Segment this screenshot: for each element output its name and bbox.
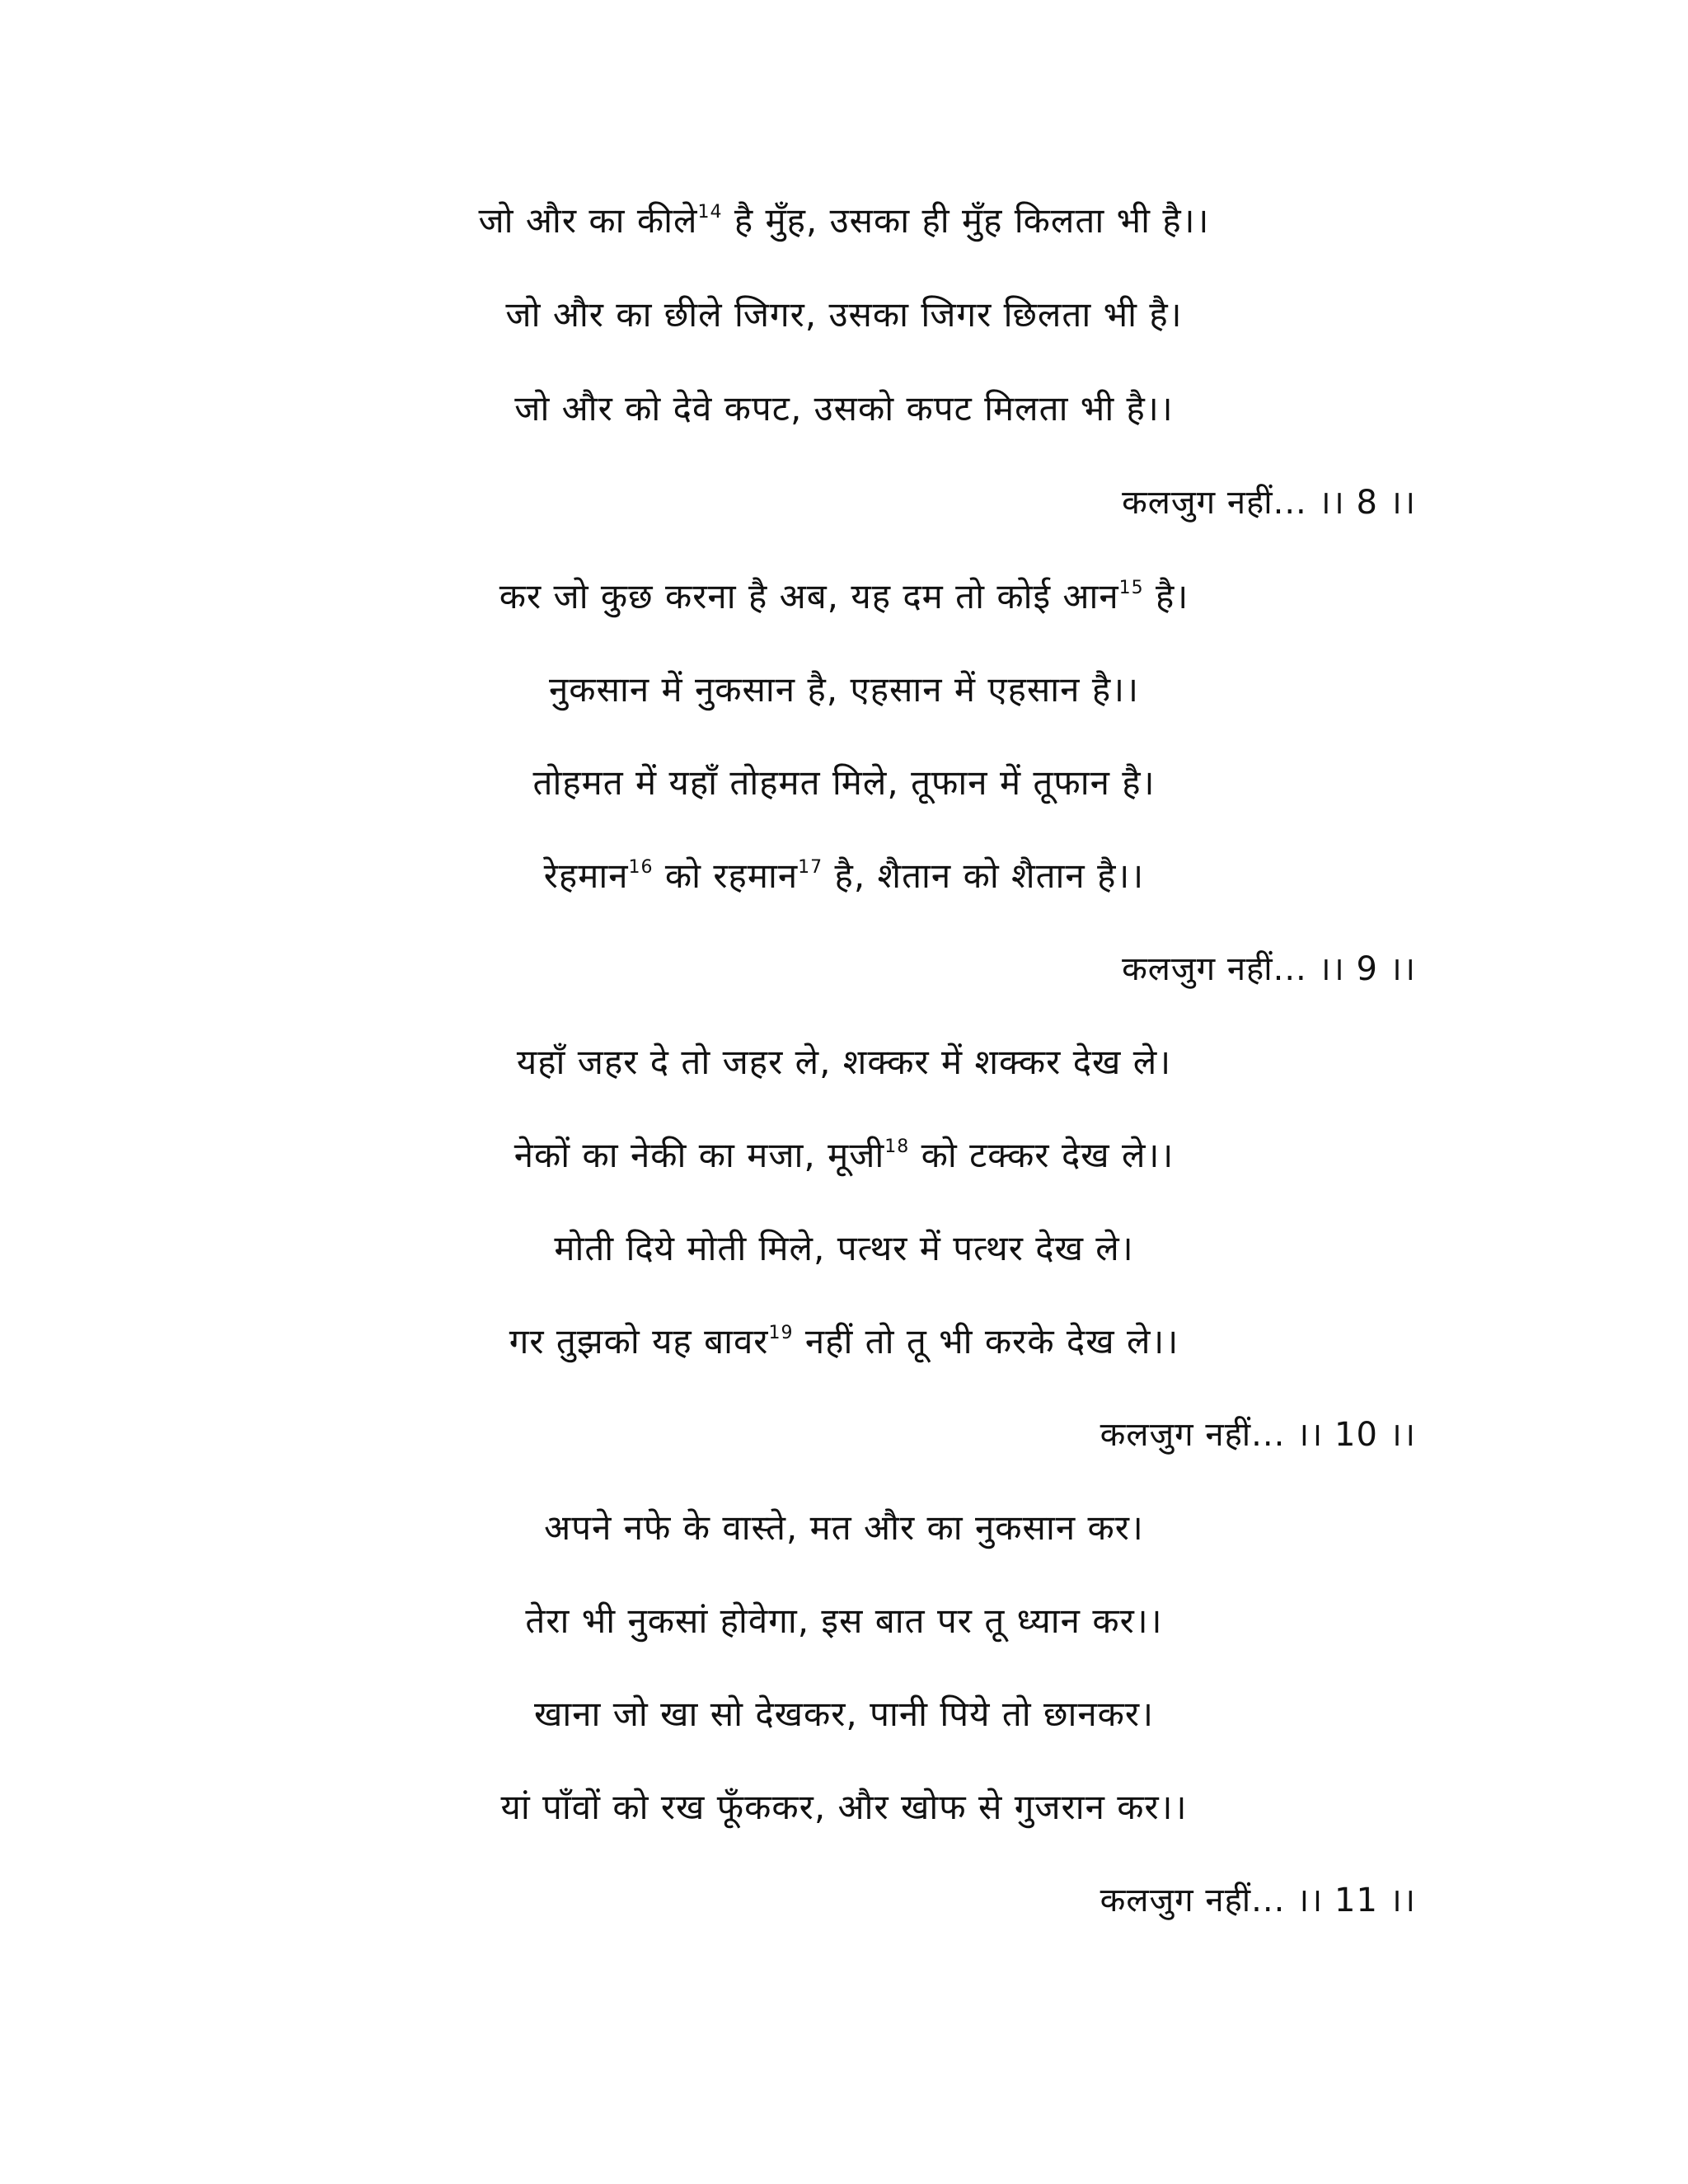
verse-line: खाना जो खा सो देखकर, पानी पिये तो छानकर।: [533, 1694, 1155, 1734]
verse-line: जो और को देवे कपट, उसको कपट मिलता भी है।।: [514, 388, 1174, 429]
verse-line: नेकों का नेकी का मजा, मूजी$^{18}$ को टक्कर देख ले।।: [513, 1135, 1175, 1175]
verse-line: कर जो कुछ करना है अब, यह दम तो कोई आन$^{15}$ है।: [499, 576, 1189, 616]
verse-line: नुकसान में नुकसान है, एहसान में एहसान है।।: [549, 669, 1139, 710]
refrain-line: कलजुग नहीं... ।। 8 ।।: [1122, 484, 1416, 522]
verse-line: मोती दिये मोती मिले, पत्थर में पत्थर देख ले।: [554, 1228, 1134, 1268]
footnote-marker: 14: [697, 202, 723, 223]
footnote-marker: 16: [628, 857, 654, 878]
refrain-line: कलजुग नहीं... ।। 9 ।।: [1122, 950, 1416, 988]
verse-line: यहाँ जहर दे तो जहर ले, शक्कर में शक्कर देख ले।: [516, 1042, 1172, 1082]
verse-line: जो और का कीले$^{14}$ है मुँह, उसका ही मुँह किलता भी है।।: [478, 200, 1210, 241]
verse-line: रेहमान$^{16}$ को रहमान$^{17}$ है, शैतान को शैतान है।।: [543, 855, 1145, 896]
footnote-marker: 15: [1118, 578, 1144, 598]
footnote-marker: 18: [884, 1137, 910, 1157]
refrain-line: कलजुग नहीं... ।। 10 ।।: [1100, 1416, 1416, 1454]
verse-line: अपने नफे के वास्ते, मत और का नुकसान कर।: [544, 1507, 1144, 1548]
verse-line: तेरा भी नुकसां होवेगा, इस बात पर तू ध्यान कर।।: [525, 1601, 1163, 1641]
verse-line: तोहमत में यहाँ तोहमत मिले, तूफान में तूफान है।: [532, 762, 1156, 803]
verse-line: यां पाँवों को रख फूँककर, और खोफ से गुजरान कर।।: [500, 1787, 1188, 1827]
refrain-line: कलजुग नहीं... ।। 11 ।।: [1100, 1882, 1416, 1919]
verse-line: गर तुझको यह बावर$^{19}$ नहीं तो तू भी करके देख ले।।: [509, 1321, 1179, 1361]
verse-line: जो और का छीले जिगर, उसका जिगर छिलता भी है।: [505, 294, 1183, 335]
footnote-marker: 17: [798, 857, 823, 878]
footnote-marker: 19: [768, 1323, 794, 1343]
